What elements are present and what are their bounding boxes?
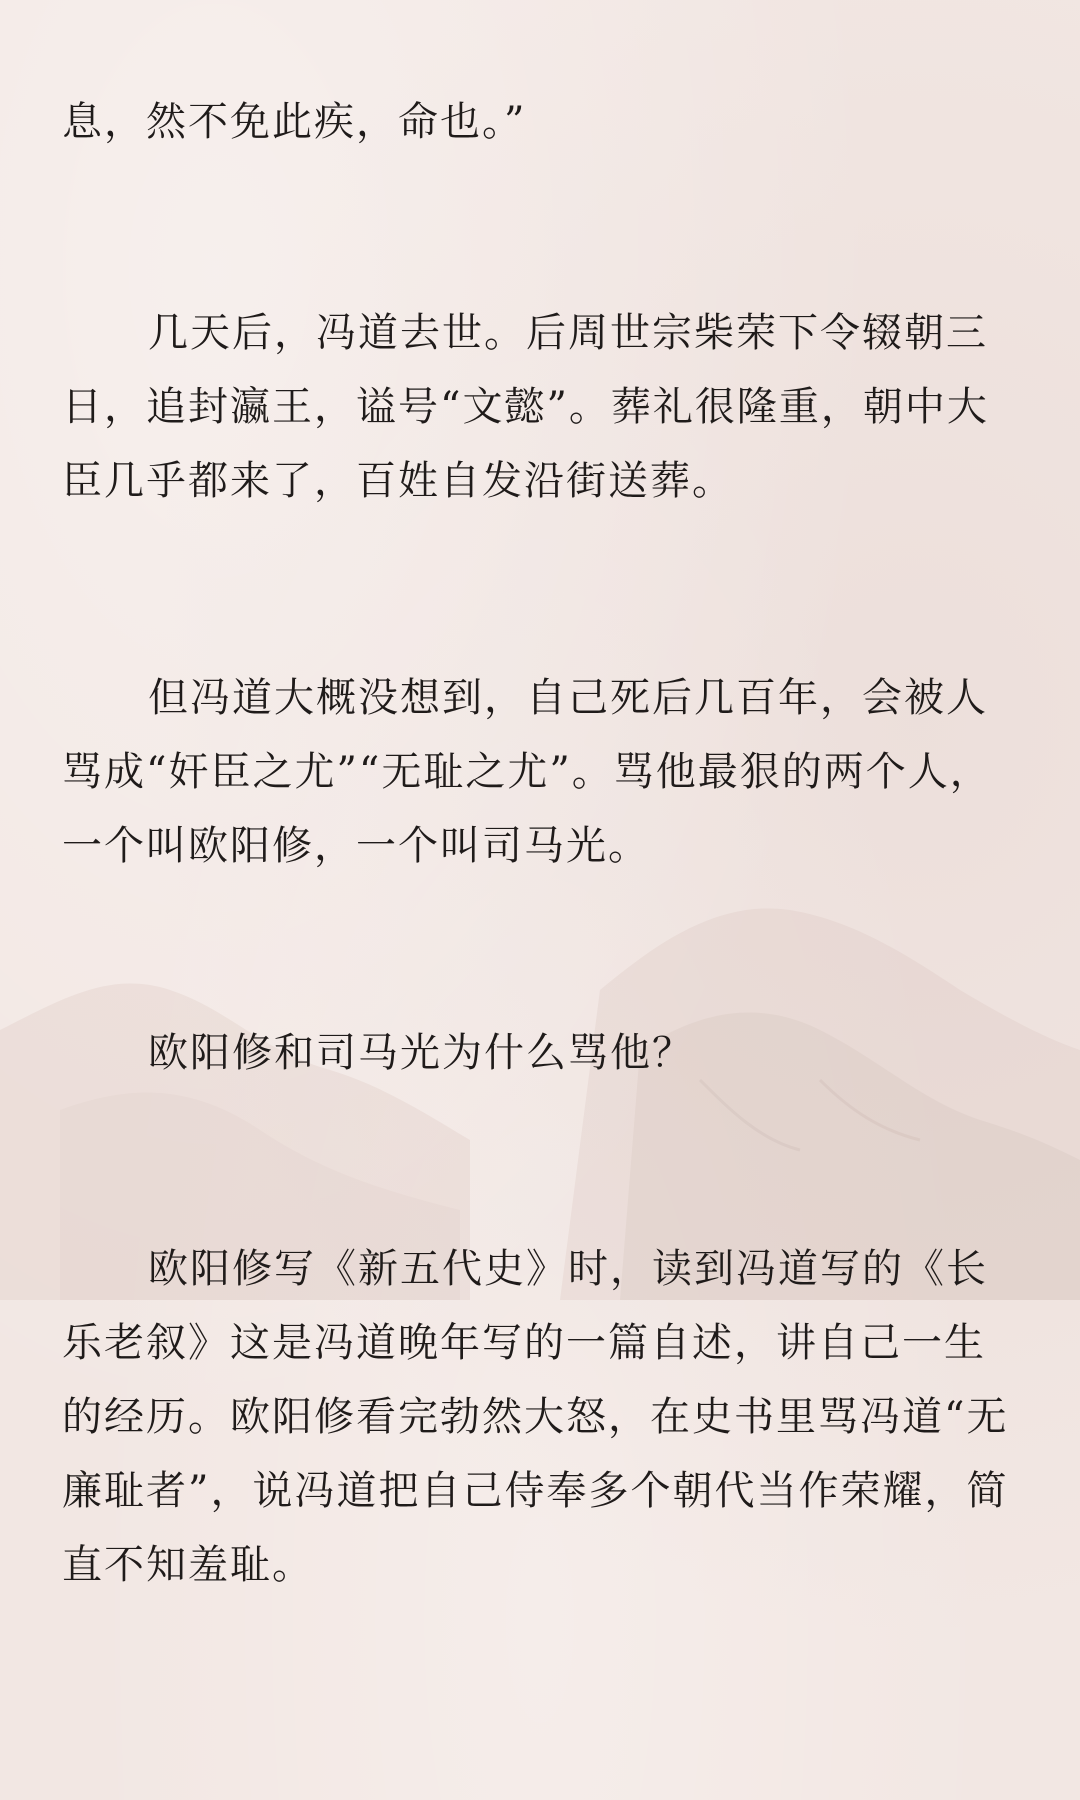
- paragraph-4: 欧阳修和司马光为什么骂他？: [148, 1030, 694, 1076]
- paragraph-1: 息，然不免此疾，命也。”: [62, 99, 527, 145]
- paragraph-2: 几天后，冯道去世。后周世宗柴荣下令辍朝三日，追封瀛王，谥号“文懿”。葬礼很隆重，朝中大臣几乎都来了，百姓自发沿街送葬。: [62, 310, 989, 504]
- paragraph-5: 欧阳修写《新五代史》时，读到冯道写的《长乐老叙》这是冯道晚年写的一篇自述，讲自己一生的经历。欧阳修看完勃然大怒，在史书里骂冯道“无廉耻者”，说冯道把自己侍奉多个朝代当作荣耀，简直不知羞耻。: [62, 1246, 1009, 1588]
- paragraph-3: 但冯道大概没想到，自己死后几百年，会被人骂成“奸臣之尤”“无耻之尤”。骂他最狠的两个人，一个叫欧阳修，一个叫司马光。: [62, 675, 992, 869]
